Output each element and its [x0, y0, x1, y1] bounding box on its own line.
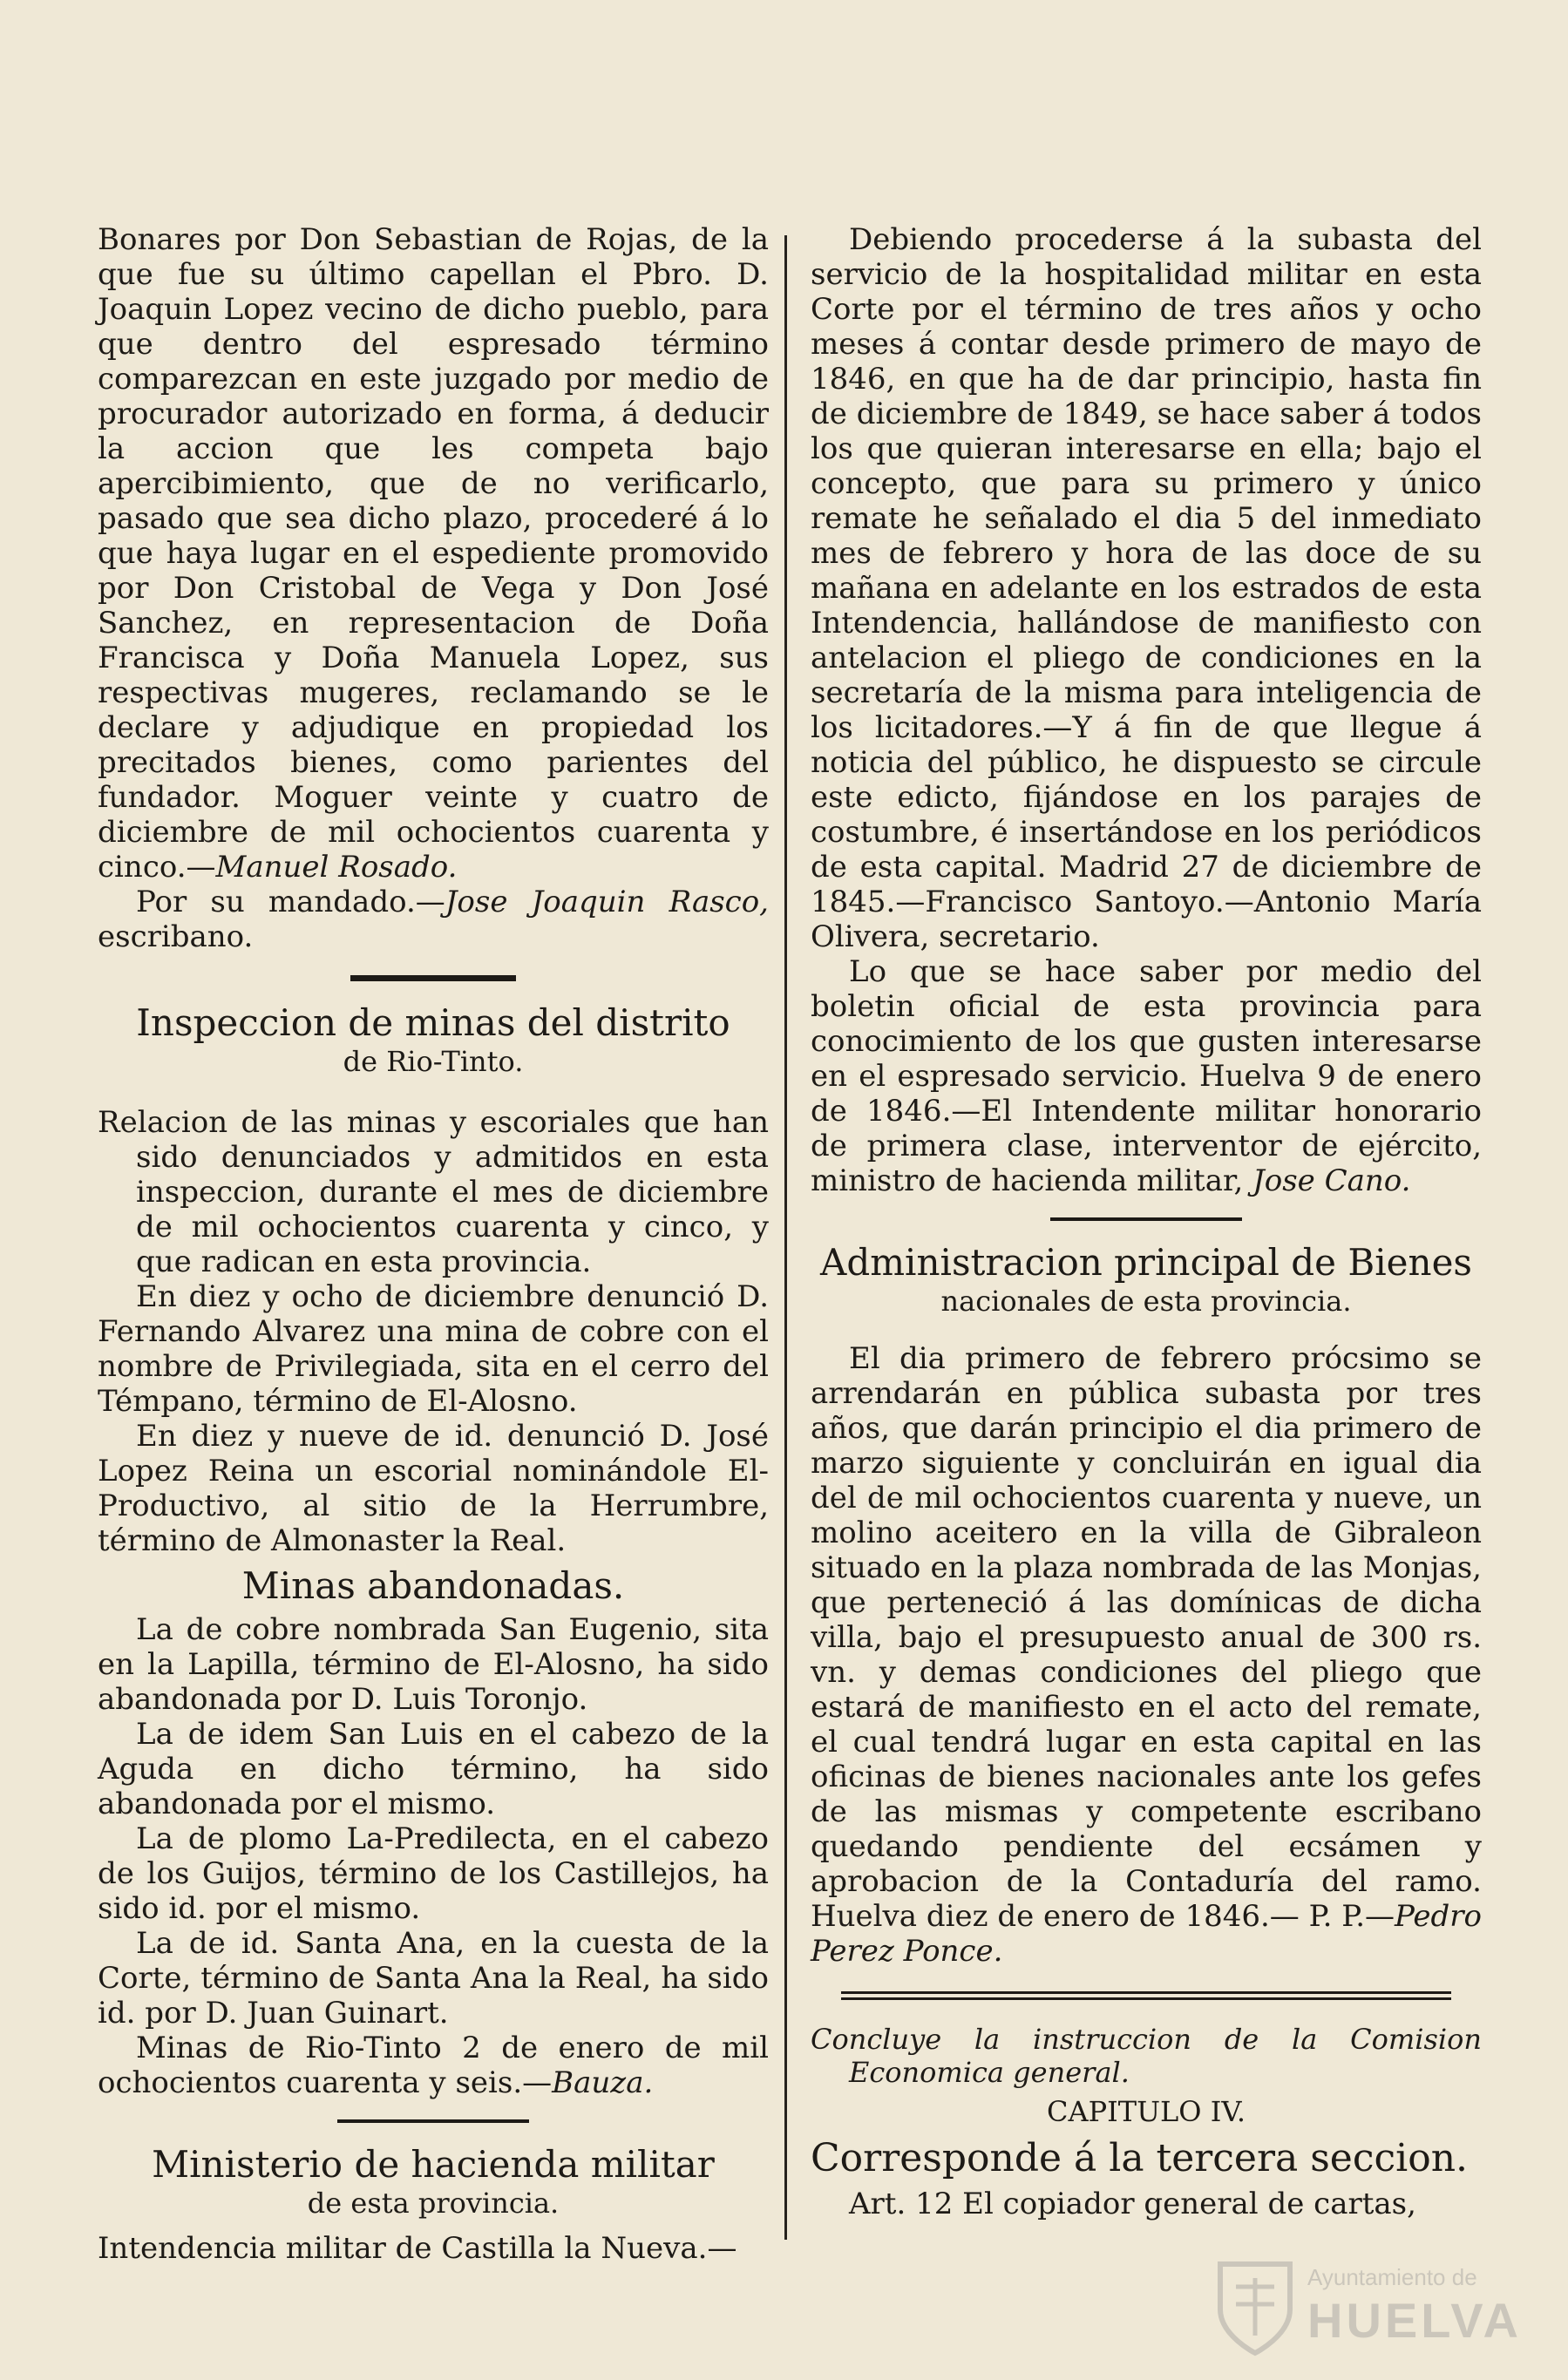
heading-minas-sub: de Rio-Tinto.	[343, 1045, 524, 1078]
heading-capitulo: CAPITULO IV.	[1046, 2095, 1246, 2128]
section-divider	[337, 2119, 529, 2123]
heading-corresponde: Corresponde á la tercera seccion.	[811, 2136, 1469, 2180]
right-column	[811, 222, 1482, 2221]
heading-minas: Inspeccion de minas del distrito	[136, 1001, 730, 1044]
paragraph-santa-ana: La de id. Santa Ana, en la cuesta de la Corte, término de Santa Ana la Real, ha sido id. por D. Juan Guinart.	[98, 1926, 769, 2031]
boletin-text: Lo que se hace saber por medio del boletin oficial de esta provincia para conocimiento de los que gusten interesarse en el espresado servicio. Huelva 9 de enero de 1846.—El Intendente militar honorario de primera clase, interventor de ejército, ministro de hacienda militar,	[811, 954, 1482, 1198]
molino-text: El dia primero de febrero prócsimo se arrendarán en pública subasta por tres años, que darán principio el dia primero de marzo siguiente y concluirán en igual dia del de mil ochocientos cuarenta y nueve, un molino aceitero en la villa de Gibraleon situado en la plaza nombrada de las Monjas, que perteneció á las domínicas de dicha villa, bajo el presupuesto anual de 300 rs. vn. y demas condiciones del pliego que estará de manifiesto en el acto del remate, el cual tendrá lugar en esta capital en las oficinas de bienes nacionales ante los gefes de las mismas y competente escribano quedando pendiente del ecsámen y aprobacion de la Contaduría del ramo. Huelva diez de enero de 1846.— P. P.—	[811, 1341, 1482, 1934]
heading-ministerio: Ministerio de hacienda militar	[152, 2143, 715, 2186]
watermark	[1212, 2257, 1522, 2362]
paragraph-boletin	[811, 954, 1482, 1198]
paragraph-rojas	[98, 222, 769, 885]
left-column	[98, 222, 769, 2266]
paragraph-mandado	[98, 885, 769, 954]
paragraph-rojas-text: Bonares por Don Sebastian de Rojas, de la que fue su último capellan el Pbro. D. Joaquin Lopez vecino de dicho pueblo, para que dentro del espresado término comparezcan en este juzgado por medio de procurador autorizado en forma, á deducir la accion que les competa bajo apercibimiento, que de no verificarlo, pasado que sea dicho plazo, procederé á lo que haya lugar en el espediente promovido por Don Cristobal de Vega y Don José Sanchez, en representacion de Doña Francisca y Doña Manuela Lopez, sus respectivas mugeres, reclamando se le declare y adjudique en propiedad los precitados bienes, como parientes del fundador. Moguer veinte y cuatro de diciembre de mil ochocientos cuarenta y cinco.—	[98, 222, 769, 885]
watermark-line2: HUELVA	[1307, 2293, 1522, 2348]
coat-of-arms-icon	[1212, 2257, 1299, 2358]
section-divider	[1050, 1217, 1242, 1221]
watermark-line1: Ayuntamiento de	[1307, 2264, 1477, 2290]
paragraph-intendencia: Intendencia militar de Castilla la Nueva.—	[98, 2231, 737, 2266]
paragraph-predilecta: La de plomo La-Predilecta, en el cabezo de los Guijos, término de los Castillejos, ha sido id. por el mismo.	[98, 1821, 769, 1926]
heading-ministerio-sub: de esta provincia.	[307, 2187, 560, 2220]
paragraph-concluye: Concluye la instruccion de la Comision Economica general.	[811, 2023, 1482, 2089]
paragraph-art-12: Art. 12 El copiador general de cartas,	[849, 2187, 1416, 2221]
signature-ponce: Pedro Perez Ponce.	[811, 1899, 1482, 1969]
paragraph-san-eugenio: La de cobre nombrada San Eugenio, sita en la Lapilla, término de El-Alosno, ha sido abandonada por D. Luis Toronjo.	[98, 1612, 769, 1717]
rio-tinto-date-text: Minas de Rio-Tinto 2 de enero de mil ochocientos cuarenta y seis.—	[98, 2031, 769, 2100]
heading-abandonadas: Minas abandonadas.	[241, 1564, 625, 1607]
signature-rasco: Jose Joaquin Rasco,	[445, 885, 769, 919]
section-divider	[350, 975, 516, 981]
section-divider-double	[841, 1991, 1451, 2000]
heading-administracion: Administracion principal de Bienes	[820, 1241, 1472, 1284]
mandado-end: escribano.	[98, 919, 254, 954]
mandado-text: Por su mandado.—	[136, 885, 445, 919]
column-rule	[784, 235, 787, 2240]
paragraph-alvarez: En diez y ocho de diciembre denunció D. Fernando Alvarez una mina de cobre con el nombre de Privilegiada, sita en el cerro del Témpano, término de El-Alosno.	[98, 1279, 769, 1419]
paragraph-relacion: Relacion de las minas y escoriales que han sido denunciados y admitidos en esta inspeccion, durante el mes de diciembre de mil ochocientos cuarenta y cinco, y que radican en esta provincia.	[98, 1105, 769, 1279]
paragraph-san-luis: La de idem San Luis en el cabezo de la Aguda en dicho término, ha sido abandonada por el mismo.	[98, 1717, 769, 1821]
signature-cano: Jose Cano.	[1252, 1163, 1411, 1198]
paragraph-rio-tinto-date	[98, 2031, 769, 2100]
paragraph-reina: En diez y nueve de id. denunció D. José Lopez Reina un escorial nominándole El-Productivo, al sitio de la Herrumbre, término de Almonaster la Real.	[98, 1419, 769, 1558]
signature-rosado: Manuel Rosado.	[215, 850, 458, 885]
signature-bauza: Bauza.	[552, 2065, 654, 2100]
paragraph-molino	[811, 1341, 1482, 1969]
heading-administracion-sub: nacionales de esta provincia.	[940, 1285, 1352, 1318]
paragraph-subasta-hospitalidad: Debiendo procederse á la subasta del servicio de la hospitalidad militar en esta Corte por el término de tres años y ocho meses á contar desde primero de mayo de 1846, en que ha de dar principio, hasta fin de diciembre de 1849, se hace saber á todos los que quieran interesarse en ella; bajo el concepto, que para su primero y único remate he señalado el dia 5 del inmediato mes de febrero y hora de las doce de su mañana en adelante en los estrados de esta Intendencia, hallándose de manifiesto con antelacion el pliego de condiciones en la secretaría de la misma para inteligencia de los licitadores.—Y á fin de que llegue á noticia del público, he dispuesto se circule este edicto, fijándose en los parajes de costumbre, é insertándose en los periódicos de esta capital. Madrid 27 de diciembre de 1845.—Francisco Santoyo.—Antonio María Olivera, secretario.	[811, 222, 1482, 954]
